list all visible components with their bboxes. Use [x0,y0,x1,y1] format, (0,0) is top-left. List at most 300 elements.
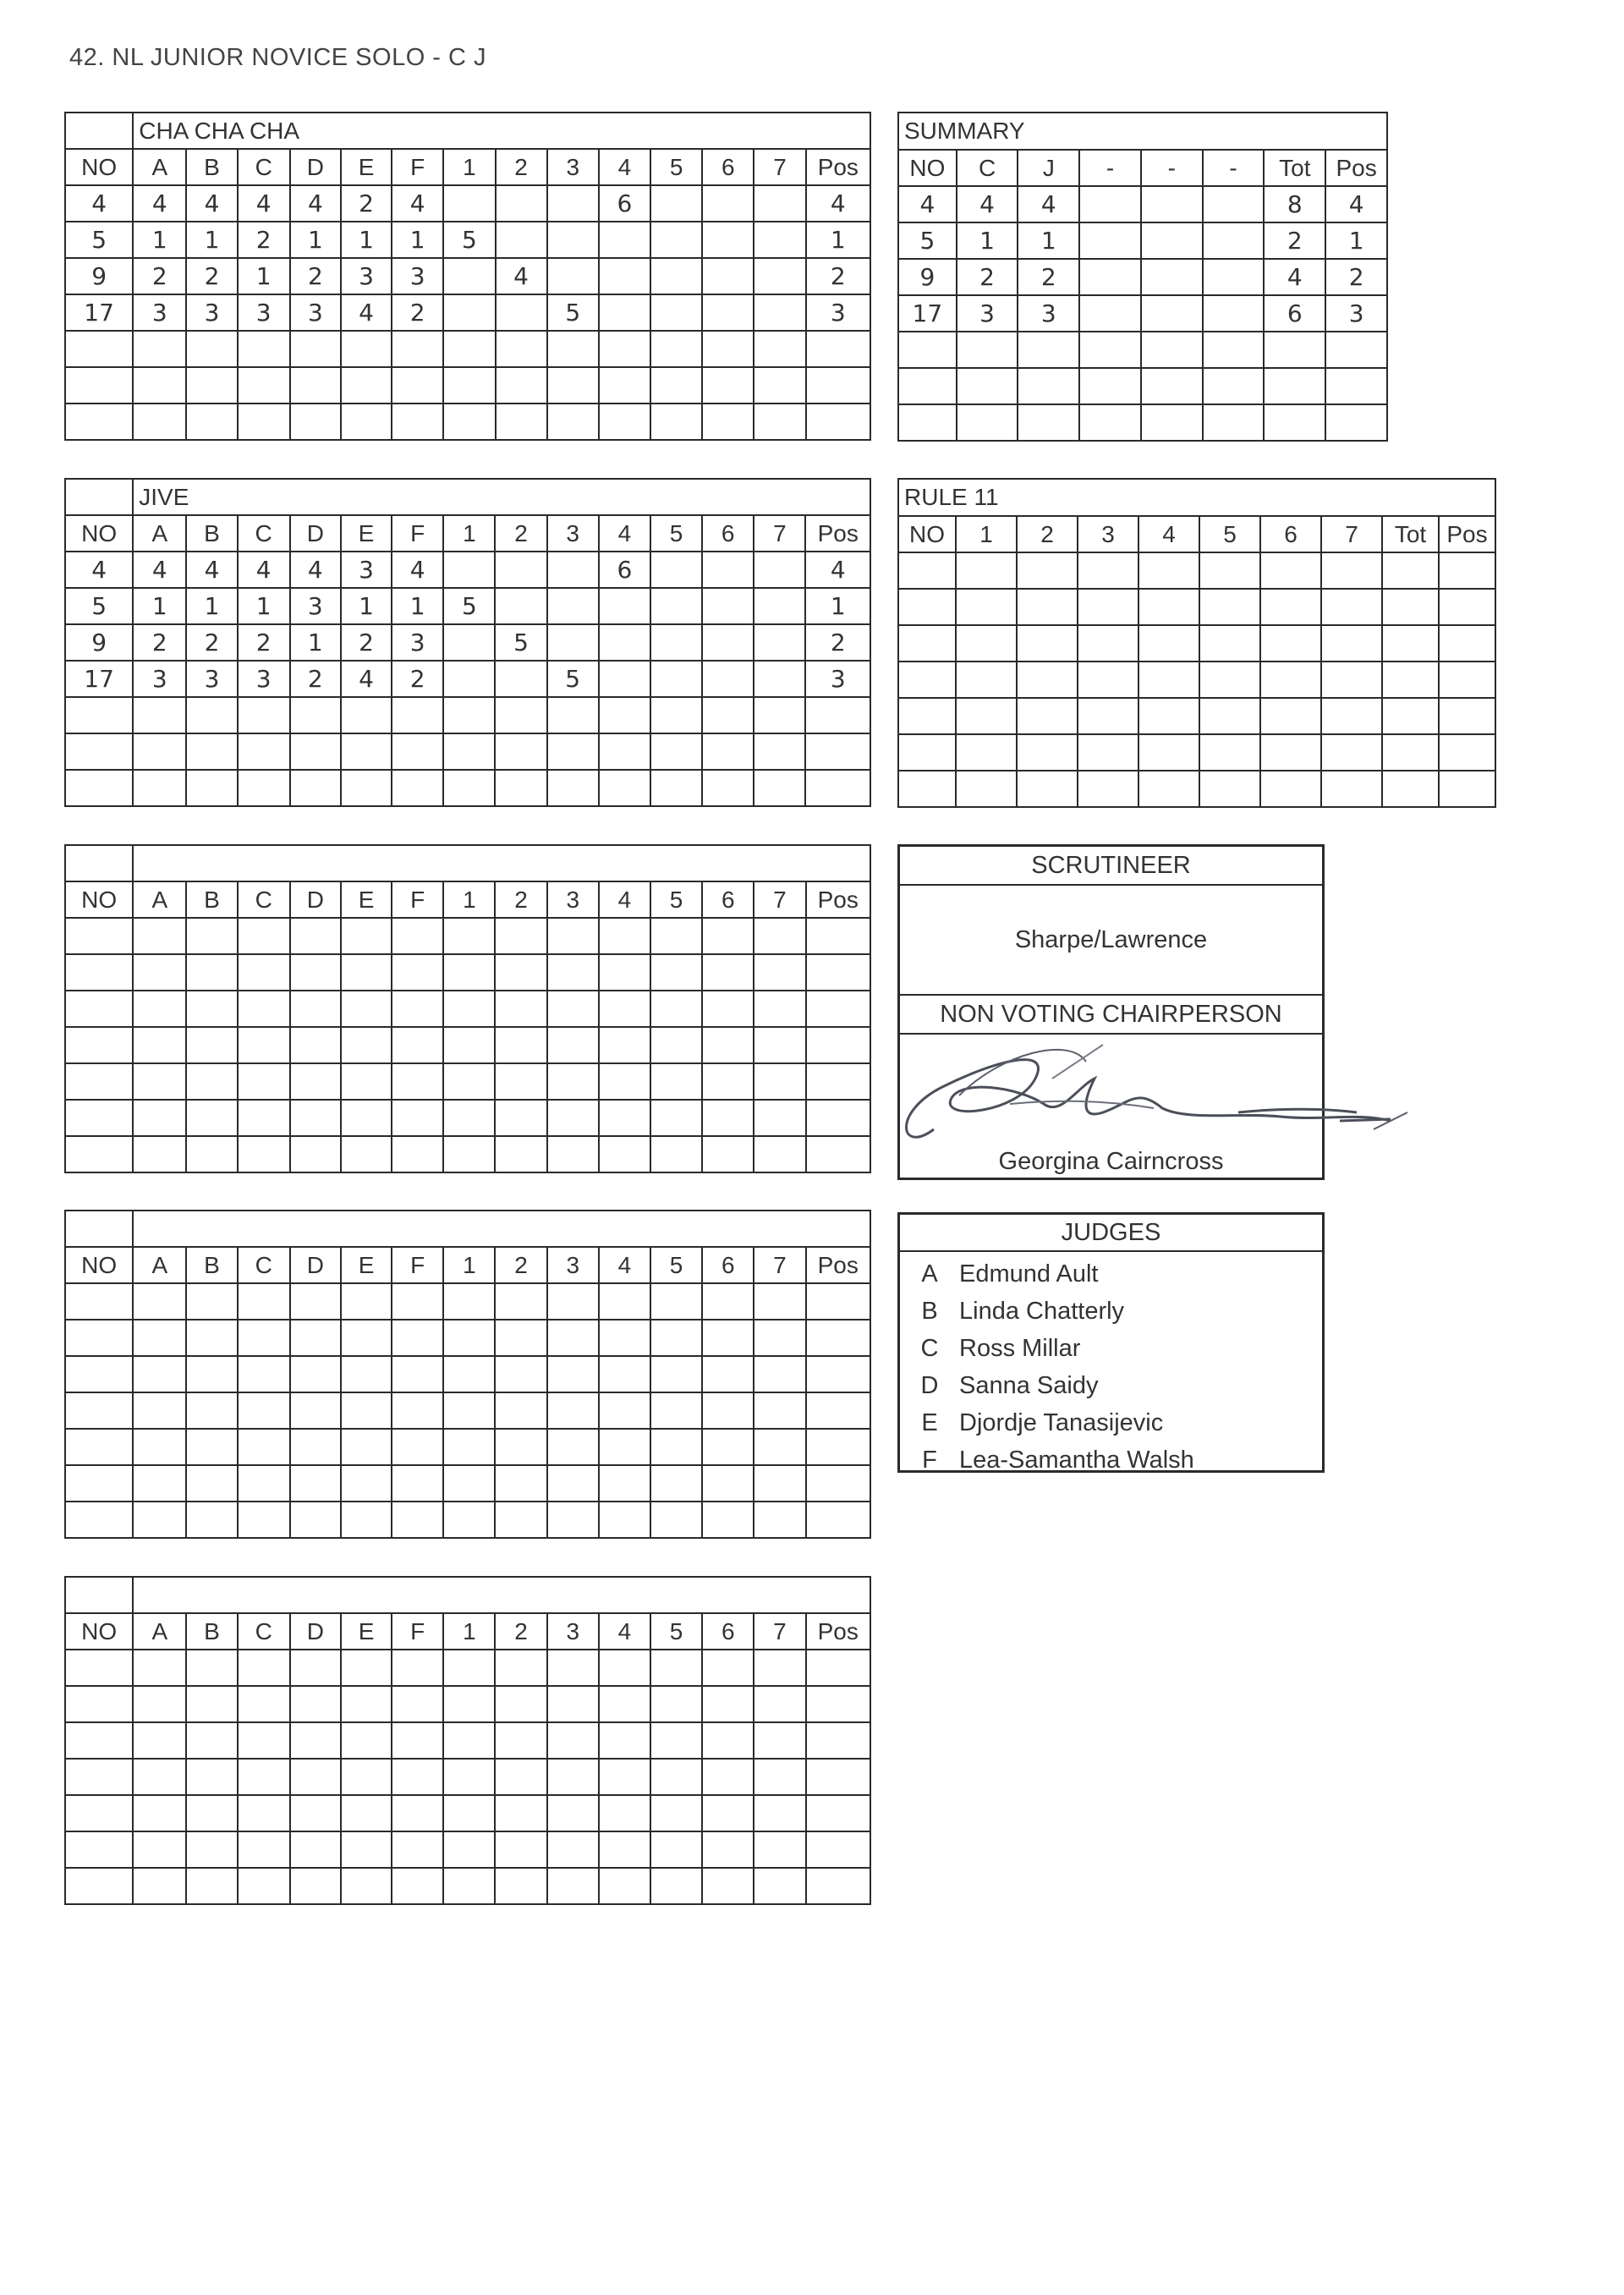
empty-cell [133,1136,186,1172]
place-count [599,733,650,770]
officials-box [897,844,1325,1180]
column-header: D [290,1613,341,1650]
empty-cell [1138,662,1199,698]
empty-cell [1138,552,1199,589]
empty-cell [650,991,702,1027]
judge-mark: 1 [341,588,392,624]
empty-cell [1260,552,1321,589]
empty-cell [65,1100,133,1136]
empty-cell [547,1027,599,1063]
empty-cell [754,1650,805,1686]
empty-cell [341,918,392,954]
empty-cell [341,1502,392,1538]
place-count [547,331,599,367]
place-count [495,770,546,806]
table-row [65,624,870,661]
empty-cell [650,1356,702,1392]
empty-cell [702,1795,754,1831]
empty-cell [754,1429,805,1465]
empty-cell [186,1100,237,1136]
summary-column-header: Tot [1264,150,1325,186]
judge-mark [238,404,290,440]
empty-cell [898,368,957,404]
empty-cell [806,1320,871,1356]
empty-cell [495,1392,546,1429]
judge-mark: 1 [133,222,186,258]
judge-letter: F [922,1446,937,1474]
column-header: E [341,515,392,552]
judge-mark: 4 [133,552,186,588]
empty-cell [898,552,956,589]
dance-table [64,1576,871,1905]
empty-cell [650,1392,702,1429]
place-count [599,294,650,331]
empty-cell [1141,368,1203,404]
position-cell: 1 [805,588,870,624]
empty-cell [392,1831,443,1868]
judge-mark [392,367,443,404]
position-cell: 2 [805,624,870,661]
competitor-number [65,733,133,770]
empty-cell [392,991,443,1027]
empty-cell [547,1465,599,1502]
empty-cell [599,1320,650,1356]
column-header: C [238,149,290,185]
scrutineer-name: Sharpe/Lawrence [900,886,1322,996]
empty-cell [1079,368,1141,404]
place-count [443,697,495,733]
rule11-row [898,552,1495,589]
judge-mark: 3 [133,294,186,331]
empty-cell [443,1650,495,1686]
empty-cell [1078,734,1138,771]
empty-cell [702,1722,754,1759]
table-row [65,1429,870,1465]
empty-cell [495,1686,546,1722]
empty-cell [599,1356,650,1392]
column-header: B [186,1613,237,1650]
empty-cell [392,1136,443,1172]
judge-mark: 1 [290,624,341,661]
place-count [495,552,546,588]
empty-cell [547,1759,599,1795]
place-count [547,697,599,733]
empty-cell [957,368,1018,404]
empty-cell [341,1429,392,1465]
judge-mark: 4 [238,185,290,222]
empty-cell [65,1502,133,1538]
empty-cell [1203,295,1265,332]
place-count [650,185,702,222]
empty-cell [341,954,392,991]
table-row [65,1100,870,1136]
judge-mark: 1 [186,588,237,624]
empty-cell [650,954,702,991]
judge-row [900,1293,1322,1330]
table-row [65,733,870,770]
empty-cell [238,1320,290,1356]
place-count [443,624,495,661]
empty-cell [65,1392,133,1429]
empty-cell [547,991,599,1027]
empty-cell [443,1429,495,1465]
competitor-number: 17 [898,295,957,332]
empty-cell [806,991,871,1027]
empty-cell [443,1502,495,1538]
empty-cell [392,1686,443,1722]
competitor-number [65,367,133,404]
column-header: 1 [443,1247,495,1283]
column-header: NO [65,515,133,552]
empty-cell [1199,771,1260,807]
empty-cell [1141,222,1203,259]
judge-mark: 4 [341,661,392,697]
empty-cell [443,918,495,954]
judge-mark [290,331,341,367]
position-cell: 1 [806,222,870,258]
place-count [443,661,495,697]
rule11-column-header: 7 [1321,516,1382,552]
dance-title [133,1577,870,1613]
empty-cell [702,1429,754,1465]
empty-cell [599,1027,650,1063]
empty-cell [547,1795,599,1831]
judge-name: Sanna Saidy [959,1371,1099,1399]
empty-cell [392,954,443,991]
rule11-row [898,662,1495,698]
empty-cell [495,1868,546,1904]
empty-cell [392,1392,443,1429]
empty-cell [702,1465,754,1502]
place-count [496,367,547,404]
empty-cell [547,1063,599,1100]
empty-cell [1260,625,1321,662]
empty-cell [806,1392,871,1429]
empty-cell [290,1063,341,1100]
empty-cell [547,1650,599,1686]
place-count [754,222,805,258]
empty-cell [238,1650,290,1686]
empty-cell [1439,698,1495,734]
judge-mark [186,733,237,770]
empty-cell [898,404,957,441]
position-cell: 1 [1325,222,1387,259]
empty-cell [957,404,1018,441]
table-row [65,1283,870,1320]
judge-mark [341,733,392,770]
empty-cell [443,1686,495,1722]
column-header: B [186,1247,237,1283]
empty-cell [133,991,186,1027]
empty-cell [1203,368,1265,404]
judge-mark: 1 [186,222,237,258]
empty-cell [65,1868,133,1904]
empty-cell [186,1722,237,1759]
empty-cell [238,1686,290,1722]
table-row [65,1831,870,1868]
judge-mark: 2 [186,624,237,661]
judge-mark: 3 [392,624,443,661]
place-count: 5 [495,624,546,661]
empty-cell [133,954,186,991]
judge-mark: 2 [392,661,443,697]
empty-cell [599,1795,650,1831]
column-header: 6 [702,1247,754,1283]
empty-cell [1260,734,1321,771]
empty-cell [443,1795,495,1831]
empty-cell [1079,332,1141,368]
table-row [65,1392,870,1429]
empty-cell [290,1356,341,1392]
judge-letter: A [921,1260,938,1288]
empty-cell [1321,589,1382,625]
column-header: E [341,1613,392,1650]
table-row [65,185,870,222]
empty-cell [754,1795,805,1831]
column-header: 6 [702,881,754,918]
empty-cell [650,1136,702,1172]
empty-cell [1199,662,1260,698]
empty-cell [1017,734,1078,771]
empty-cell [1325,404,1387,441]
empty-cell [238,991,290,1027]
empty-cell [65,954,133,991]
column-header: 5 [650,149,702,185]
empty-cell [547,1502,599,1538]
empty-cell [754,1063,805,1100]
position-cell: 3 [1325,295,1387,332]
place-count [599,661,650,697]
judge-letter: E [921,1408,938,1436]
judge-row [900,1441,1322,1479]
empty-cell [238,1356,290,1392]
empty-cell [1203,259,1265,295]
empty-cell [186,1465,237,1502]
judge-mark [341,697,392,733]
column-header: 4 [599,515,650,552]
summary-row [898,368,1387,404]
place-count [650,367,702,404]
empty-cell [754,1868,805,1904]
empty-cell [186,1136,237,1172]
judge-mark [392,770,443,806]
judge-mark: 3 [186,294,237,331]
empty-cell [1138,698,1199,734]
empty-cell [1321,771,1382,807]
empty-cell [495,1320,546,1356]
table-row [65,1795,870,1831]
competitor-number: 17 [65,294,133,331]
empty-cell [186,1686,237,1722]
column-header: 4 [599,1247,650,1283]
place-count [443,733,495,770]
place-count [650,661,702,697]
place-count [599,331,650,367]
place-count [443,552,495,588]
empty-cell [1199,734,1260,771]
empty-cell [1321,698,1382,734]
judge-mark: 4 [392,185,443,222]
chairperson-signature-area [900,1035,1322,1178]
empty-cell [290,1429,341,1465]
empty-cell [443,1100,495,1136]
empty-cell [290,1136,341,1172]
empty-cell [65,1063,133,1100]
column-header: 3 [547,881,599,918]
empty-cell [65,918,133,954]
empty-cell [443,1831,495,1868]
empty-cell [547,1429,599,1465]
empty-cell [1078,552,1138,589]
column-header: 5 [650,1613,702,1650]
column-header: 3 [547,1613,599,1650]
table-row [65,1027,870,1063]
empty-cell [1078,589,1138,625]
column-header: A [133,1247,186,1283]
judge-mark [186,697,237,733]
judge-name: Djordje Tanasijevic [959,1408,1164,1436]
empty-cell [547,1686,599,1722]
empty-cell [702,1320,754,1356]
dance-title-blank [65,479,133,515]
empty-cell [133,1759,186,1795]
empty-cell [650,1027,702,1063]
empty-cell [806,954,871,991]
empty-cell [238,1465,290,1502]
empty-cell [186,1795,237,1831]
competitor-number: 4 [65,552,133,588]
column-header: E [341,881,392,918]
judge-row [900,1404,1322,1441]
place-count [495,697,546,733]
place-count [754,294,805,331]
empty-cell [133,1027,186,1063]
place-count [547,733,599,770]
empty-cell [650,1100,702,1136]
column-header: 1 [443,881,495,918]
empty-cell [133,1320,186,1356]
empty-cell [650,1795,702,1831]
empty-cell [898,662,956,698]
place-count [650,770,702,806]
competitor-number: 4 [898,186,957,222]
table-row [65,404,870,440]
judge-mark: 4 [392,552,443,588]
place-count [443,404,495,440]
judge-name: Edmund Ault [959,1260,1099,1288]
empty-cell [392,1356,443,1392]
place-count [443,331,495,367]
place-count [547,185,599,222]
empty-cell [547,1868,599,1904]
empty-cell [392,1063,443,1100]
empty-cell [495,1429,546,1465]
empty-cell [1138,625,1199,662]
place-count [547,367,599,404]
column-header: 4 [599,881,650,918]
place-count [650,697,702,733]
empty-cell [956,734,1017,771]
place-count [754,770,805,806]
empty-cell [65,1831,133,1868]
empty-cell [495,1356,546,1392]
judge-mark [186,367,237,404]
table-row [65,1759,870,1795]
empty-cell [133,1283,186,1320]
column-header: Pos [806,881,871,918]
empty-cell [1260,698,1321,734]
empty-cell [806,1063,871,1100]
empty-cell [238,1868,290,1904]
judge-mark: 1 [238,588,290,624]
empty-cell [495,1063,546,1100]
place-count [702,331,754,367]
judge-mark: 2 [186,258,237,294]
empty-cell [1382,552,1439,589]
dance-title [133,1211,870,1247]
empty-cell [495,1465,546,1502]
column-header: A [133,881,186,918]
empty-cell [806,1429,871,1465]
judge-row [900,1255,1322,1293]
cha-cha-place: 2 [957,259,1018,295]
judge-mark: 4 [133,185,186,222]
column-header: C [238,1613,290,1650]
judge-name: Ross Millar [959,1334,1081,1362]
empty-cell [133,1650,186,1686]
place-count [495,733,546,770]
rule11-column-header: 4 [1138,516,1199,552]
empty-cell [754,1027,805,1063]
empty-cell [956,698,1017,734]
summary-row [898,222,1387,259]
empty-cell [186,1831,237,1868]
dance-title: JIVE [133,479,870,515]
empty-cell [754,954,805,991]
judge-mark [392,697,443,733]
competitor-number [65,697,133,733]
empty-cell [443,954,495,991]
column-header: F [392,881,443,918]
empty-cell [1321,625,1382,662]
position-cell: 4 [1325,186,1387,222]
empty-cell [898,625,956,662]
judge-mark [238,331,290,367]
empty-cell [186,1650,237,1686]
empty-cell [1439,771,1495,807]
judges-box [897,1212,1325,1473]
empty-cell [1017,552,1078,589]
place-count [599,770,650,806]
column-header: D [290,1247,341,1283]
empty-cell [1382,771,1439,807]
empty-cell [290,1868,341,1904]
empty-cell [238,1759,290,1795]
empty-cell [1325,368,1387,404]
empty-cell [1141,295,1203,332]
table-row [65,1686,870,1722]
empty-cell [238,1722,290,1759]
empty-cell [133,1502,186,1538]
empty-cell [392,1100,443,1136]
empty-cell [133,1722,186,1759]
empty-cell [754,1502,805,1538]
judge-letter: B [921,1297,938,1325]
empty-cell [443,1320,495,1356]
place-count [599,697,650,733]
empty-cell [898,589,956,625]
empty-cell [1078,662,1138,698]
